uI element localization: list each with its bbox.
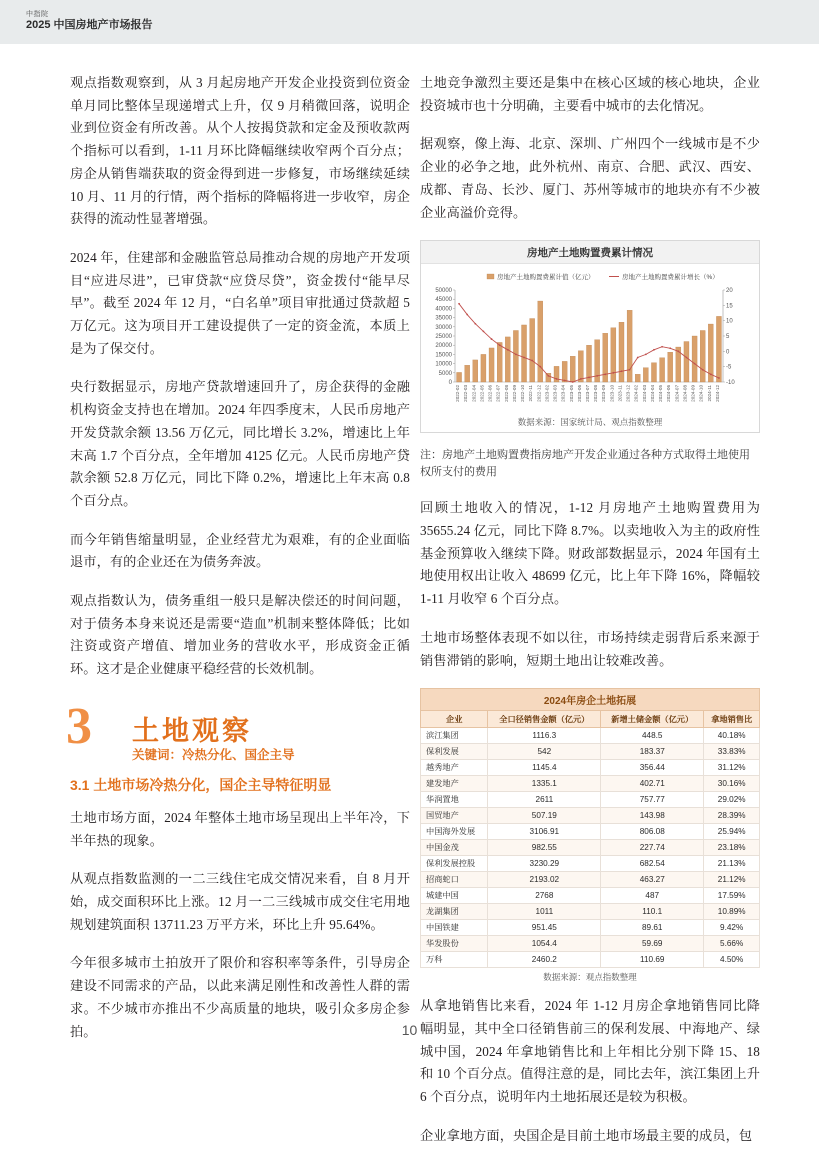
table-row	[421, 728, 760, 744]
table-cell-value: 227.74	[601, 840, 704, 856]
table-cell-value: 2193.02	[488, 872, 601, 888]
table-cell-value: 982.55	[488, 840, 601, 856]
table-cell-value: 1335.1	[488, 776, 601, 792]
report-title: 2025 中国房地产市场报告	[26, 19, 153, 32]
table-cell-company: 保利发展	[421, 744, 488, 760]
paragraph: 今年很多城市土拍放开了限价和容积率等条件，引导房企建设不同需求的产品，以此来满足刚性和改善性人群的需求。不少城市亦推出不少高质量的地块，吸引众多房企参拍。	[70, 955, 410, 1039]
svg-text:0: 0	[448, 380, 452, 387]
table-cell-value: 757.77	[601, 792, 704, 808]
svg-text:2023-10: 2023-10	[609, 385, 615, 403]
table-cell-company: 中国铁建	[421, 920, 488, 936]
svg-text:2023-07: 2023-07	[585, 385, 590, 403]
svg-text:2022-02: 2022-02	[455, 385, 461, 403]
section-title: 土地观察	[132, 715, 252, 746]
table-row	[421, 808, 760, 824]
table-cell-value: 110.69	[601, 952, 704, 968]
svg-text:10: 10	[726, 318, 733, 325]
svg-text:2022-03: 2022-03	[463, 385, 469, 403]
table-cell-value: 110.1	[601, 904, 704, 920]
svg-text:10000: 10000	[435, 361, 452, 368]
table-cell-value: 21.12%	[704, 872, 760, 888]
svg-text:2023-03: 2023-03	[552, 385, 558, 403]
svg-text:2022-09: 2022-09	[511, 385, 517, 403]
table-cell-value: 2611	[488, 792, 601, 808]
svg-text:2022-11: 2022-11	[528, 385, 534, 402]
table-row	[421, 760, 760, 776]
table-cell-value: 9.42%	[704, 920, 760, 936]
table-row	[421, 744, 760, 760]
table-cell-value: 143.98	[601, 808, 704, 824]
svg-text:20000: 20000	[435, 343, 452, 350]
svg-text:5: 5	[726, 334, 730, 341]
svg-text:30000: 30000	[435, 325, 452, 332]
land-expansion-table	[420, 688, 760, 968]
svg-text:2023-09: 2023-09	[601, 385, 607, 403]
table-body	[421, 728, 760, 968]
svg-text:0: 0	[726, 349, 730, 356]
table-cell-value: 28.39%	[704, 808, 760, 824]
table-cell-value: 5.66%	[704, 936, 760, 952]
table-cell-value: 682.54	[601, 856, 704, 872]
keywords-value: 冷热分化、国企主导	[182, 747, 295, 762]
paragraph: 企业拿地方面，央国企是目前土地市场最主要的成员，包	[420, 1127, 753, 1143]
table-row	[421, 936, 760, 952]
table-cell-value: 487	[601, 888, 704, 904]
svg-text:2024-07: 2024-07	[674, 385, 680, 403]
table-cell-company: 中国海外发展	[421, 824, 488, 840]
paragraph: 土地市场整体表现不如以往，市场持续走弱背后系来源于销售滞销的影响，短期土地出让较难改善。	[420, 629, 760, 668]
svg-text:2024-03: 2024-03	[641, 385, 647, 403]
table-cell-value: 1116.3	[488, 728, 601, 744]
section-heading	[66, 697, 410, 762]
table-cell-value: 448.5	[601, 728, 704, 744]
svg-text:2023-12: 2023-12	[625, 385, 631, 403]
chart-note: 注：房地产土地购置费指房地产开发企业通过各种方式取得土地使用权所支付的费用	[420, 449, 750, 479]
svg-text:20: 20	[726, 288, 733, 295]
svg-text:25000: 25000	[435, 334, 452, 341]
table-cell-value: 59.69	[601, 936, 704, 952]
table-cell-company: 国贸地产	[421, 808, 488, 824]
svg-text:15: 15	[726, 303, 733, 310]
svg-text:2024-02: 2024-02	[633, 385, 639, 403]
table-cell-company: 华发股份	[421, 936, 488, 952]
table-cell-company: 滨江集团	[421, 728, 488, 744]
table-cell-value: 1145.4	[488, 760, 601, 776]
svg-text:2023-06: 2023-06	[576, 385, 582, 403]
chart-area	[421, 264, 759, 414]
svg-text:35000: 35000	[435, 315, 452, 322]
table-cell-company: 中国金茂	[421, 840, 488, 856]
table-cell-value: 806.08	[601, 824, 704, 840]
svg-text:-5: -5	[726, 364, 732, 371]
table-header-row	[421, 711, 760, 728]
keywords-label: 关键词：	[132, 747, 183, 762]
table-cell-company: 城建中国	[421, 888, 488, 904]
paragraph: 土地竞争激烈主要还是集中在核心区域的核心地块，企业投资城市也十分明确，主要看中城市的去化情况。	[420, 75, 760, 113]
table-cell-value: 21.13%	[704, 856, 760, 872]
table-row	[421, 792, 760, 808]
svg-text:2024-10: 2024-10	[698, 385, 704, 403]
table-cell-value: 25.94%	[704, 824, 760, 840]
page-number: 10	[401, 1022, 418, 1038]
table-cell-company: 龙湖集团	[421, 904, 488, 920]
svg-text:2023-08: 2023-08	[593, 385, 599, 403]
svg-text:2022-06: 2022-06	[487, 385, 493, 403]
svg-text:房地产土地购置费累计增长（%）: 房地产土地购置费累计增长（%）	[622, 274, 719, 282]
table-caption: 2024年房企土地拓展	[420, 688, 760, 710]
table-col-header: 企业	[421, 711, 488, 728]
table-cell-value: 951.45	[488, 920, 601, 936]
table-cell-value: 463.27	[601, 872, 704, 888]
svg-text:2024-09: 2024-09	[690, 385, 696, 403]
svg-text:2022-07: 2022-07	[495, 385, 501, 403]
paragraph: 据观察，像上海、北京、深圳、广州四个一线城市是不少企业的必争之地，此外杭州、南京、合肥、武汉、西安、成都、青岛、长沙、厦门、苏州等城市的地块亦有不少被企业高溢价竞得。	[420, 136, 760, 220]
subsection-heading: 3.1 土地市场冷热分化，国企主导特征明显	[70, 776, 332, 793]
table-row	[421, 872, 760, 888]
table-cell-value: 542	[488, 744, 601, 760]
table-cell-company: 招商蛇口	[421, 872, 488, 888]
svg-text:5000: 5000	[438, 371, 452, 378]
table-row	[421, 776, 760, 792]
svg-text:2024-04: 2024-04	[649, 385, 655, 403]
table-row	[421, 840, 760, 856]
paragraph: 2024 年，住建部和金融监管总局推动合规的房地产开发项目“应进尽进”，已审贷款“应贷尽贷”，资金拨付“能早尽早”。截至 2024 年 12 月，“白名单”项目审批通过贷款超 5 万亿元。这为项目开工建设提供了一定的资金流，本质上是为了保交付。	[70, 249, 410, 356]
page-header-band	[0, 0, 819, 44]
table-cell-value: 402.71	[601, 776, 704, 792]
table-row	[421, 824, 760, 840]
chart-figure	[420, 240, 760, 433]
table-cell-value: 30.16%	[704, 776, 760, 792]
svg-text:-10: -10	[726, 380, 735, 387]
svg-text:2023-04: 2023-04	[560, 385, 566, 403]
table-cell-value: 40.18%	[704, 728, 760, 744]
svg-text:2024-11: 2024-11	[706, 385, 712, 402]
svg-text:2024-08: 2024-08	[682, 385, 688, 403]
table-cell-company: 华润置地	[421, 792, 488, 808]
paragraph: 土地市场方面，2024 年整体土地市场呈现出上半年冷，下半年热的现象。	[70, 809, 410, 848]
table-cell-value: 356.44	[601, 760, 704, 776]
table-cell-value: 3106.91	[488, 824, 601, 840]
svg-text:2024-05: 2024-05	[658, 385, 664, 403]
chart-title: 房地产土地购置费累计情况	[421, 241, 759, 264]
table-cell-value: 33.83%	[704, 744, 760, 760]
paragraph: 观点指数观察到，从 3 月起房地产开发企业投资到位资金单月同比整体呈现递增式上升，仅 9 月稍微回落，说明企业到位资金有所改善。从个人按揭贷款和定金及预收款两个指标可以看到，1-11 月环比降幅继续收窄两个百分点；房企从销售端获取的资金得到进一步修复，市场继续延续 10 月、11 月的行情，两个指标的降幅将进一步收窄，房企获得的流动性显著增强。	[70, 75, 410, 227]
table-row	[421, 856, 760, 872]
report-logo	[26, 11, 153, 32]
table-cell-value: 2768	[488, 888, 601, 904]
brand-name: 中指院	[26, 11, 49, 18]
table-cell-value: 10.89%	[704, 904, 760, 920]
table-cell-value: 29.02%	[704, 792, 760, 808]
svg-text:2022-05: 2022-05	[479, 385, 485, 403]
page-content	[0, 44, 819, 1143]
svg-text:2022-10: 2022-10	[520, 385, 526, 403]
svg-text:2023-05: 2023-05	[568, 385, 574, 403]
paragraph: 从拿地销售比来看，2024 年 1-12 月房企拿地销售同比降幅明显，其中全口径销售前三的保利发展、中海地产、绿城中国，2024 年拿地销售比和上年相比分别下降 15、18 和 10 个百分点。值得注意的是，同比去年，滨江集团上升 6 个百分点，说明年内土地拓展还是较为积极。	[420, 998, 760, 1105]
table-row	[421, 888, 760, 904]
table-cell-company: 建发地产	[421, 776, 488, 792]
table-cell-value: 2460.2	[488, 952, 601, 968]
table-cell-value: 23.18%	[704, 840, 760, 856]
paragraph: 而今年销售缩量明显，企业经营尤为艰难，有的企业面临退市，有的企业还在为债务奔波。	[70, 531, 410, 570]
table-col-header: 新增土储金额（亿元）	[601, 711, 704, 728]
land-purchase-chart	[421, 264, 759, 414]
table-cell-value: 89.61	[601, 920, 704, 936]
chart-source: 数据来源：国家统计局、观点指数整理	[517, 417, 663, 428]
section-keywords	[132, 745, 295, 763]
land-expansion-table-wrap	[420, 688, 760, 983]
svg-text:2022-08: 2022-08	[503, 385, 509, 403]
left-column	[66, 72, 410, 1059]
table-cell-company: 越秀地产	[421, 760, 488, 776]
svg-text:2023-02: 2023-02	[544, 385, 550, 403]
table-cell-value: 507.19	[488, 808, 601, 824]
svg-text:2024-12: 2024-12	[714, 385, 720, 403]
svg-text:2022-12: 2022-12	[536, 385, 542, 403]
svg-text:2023-11: 2023-11	[617, 385, 623, 402]
svg-text:15000: 15000	[435, 352, 452, 359]
paragraph: 从观点指数监测的一二三线住宅成交情况来看，自 8 月开始，成交面积环比上涨。12 月一二三线城市成交住宅用地规划建筑面积 13711.23 万平方米，环比上升 95.64%。	[70, 871, 410, 932]
table-cell-value: 31.12%	[704, 760, 760, 776]
table-cell-value: 17.59%	[704, 888, 760, 904]
section-number: 3	[66, 697, 92, 755]
paragraph: 观点指数认为，债务重组一般只是解决偿还的时间问题，对于债务本身来说还是需要“造血”机制来整体降低；比如注资或资产增值、增加业务的营收水平，形成资金正循环。这才是企业健康平稳经营的长效机制。	[70, 593, 410, 677]
table-cell-company: 保利发展控股	[421, 856, 488, 872]
svg-text:45000: 45000	[435, 297, 452, 304]
svg-text:2024-06: 2024-06	[666, 385, 672, 403]
table-cell-value: 3230.29	[488, 856, 601, 872]
table-col-header: 全口径销售金额（亿元）	[488, 711, 601, 728]
table-col-header: 拿地销售比	[704, 711, 760, 728]
table-cell-company: 万科	[421, 952, 488, 968]
table-source: 数据来源：观点指数整理	[543, 972, 637, 983]
paragraph: 央行数据显示，房地产贷款增速回升了，房企获得的金融机构资金支持也在增加。2024 年四季度末，人民币房地产开发贷款余额 13.56 万亿元，同比增长 3.2%，增速比上年末高 1.7 个百分点，全年增加 4125 亿元。人民币房地产贷款余额 52.8 万亿元，同比下降 0.2%，增速比上年末高 0.8 个百分点。	[70, 379, 410, 508]
svg-text:房地产土地购置费累计值（亿元）: 房地产土地购置费累计值（亿元）	[497, 274, 595, 282]
table-row	[421, 904, 760, 920]
table-cell-value: 1054.4	[488, 936, 601, 952]
paragraph: 回顾土地收入的情况，1-12 月房地产土地购置费用为 35655.24 亿元，同比下降 8.7%。以卖地收入为主的政府性基金预算收入继续下降。财政部数据显示，2024 年国有土地使用权出让收入 48699 亿元，比上年下降 16%，降幅较 1-11 月收窄 6 个百分点。	[420, 500, 760, 607]
svg-text:50000: 50000	[435, 288, 452, 295]
table-cell-value: 1011	[488, 904, 601, 920]
table-cell-value: 4.50%	[704, 952, 760, 968]
table-cell-value: 183.37	[601, 744, 704, 760]
svg-text:40000: 40000	[435, 306, 452, 313]
table-row	[421, 920, 760, 936]
svg-text:2022-04: 2022-04	[471, 385, 477, 403]
table-row	[421, 952, 760, 968]
right-column	[420, 72, 760, 1163]
